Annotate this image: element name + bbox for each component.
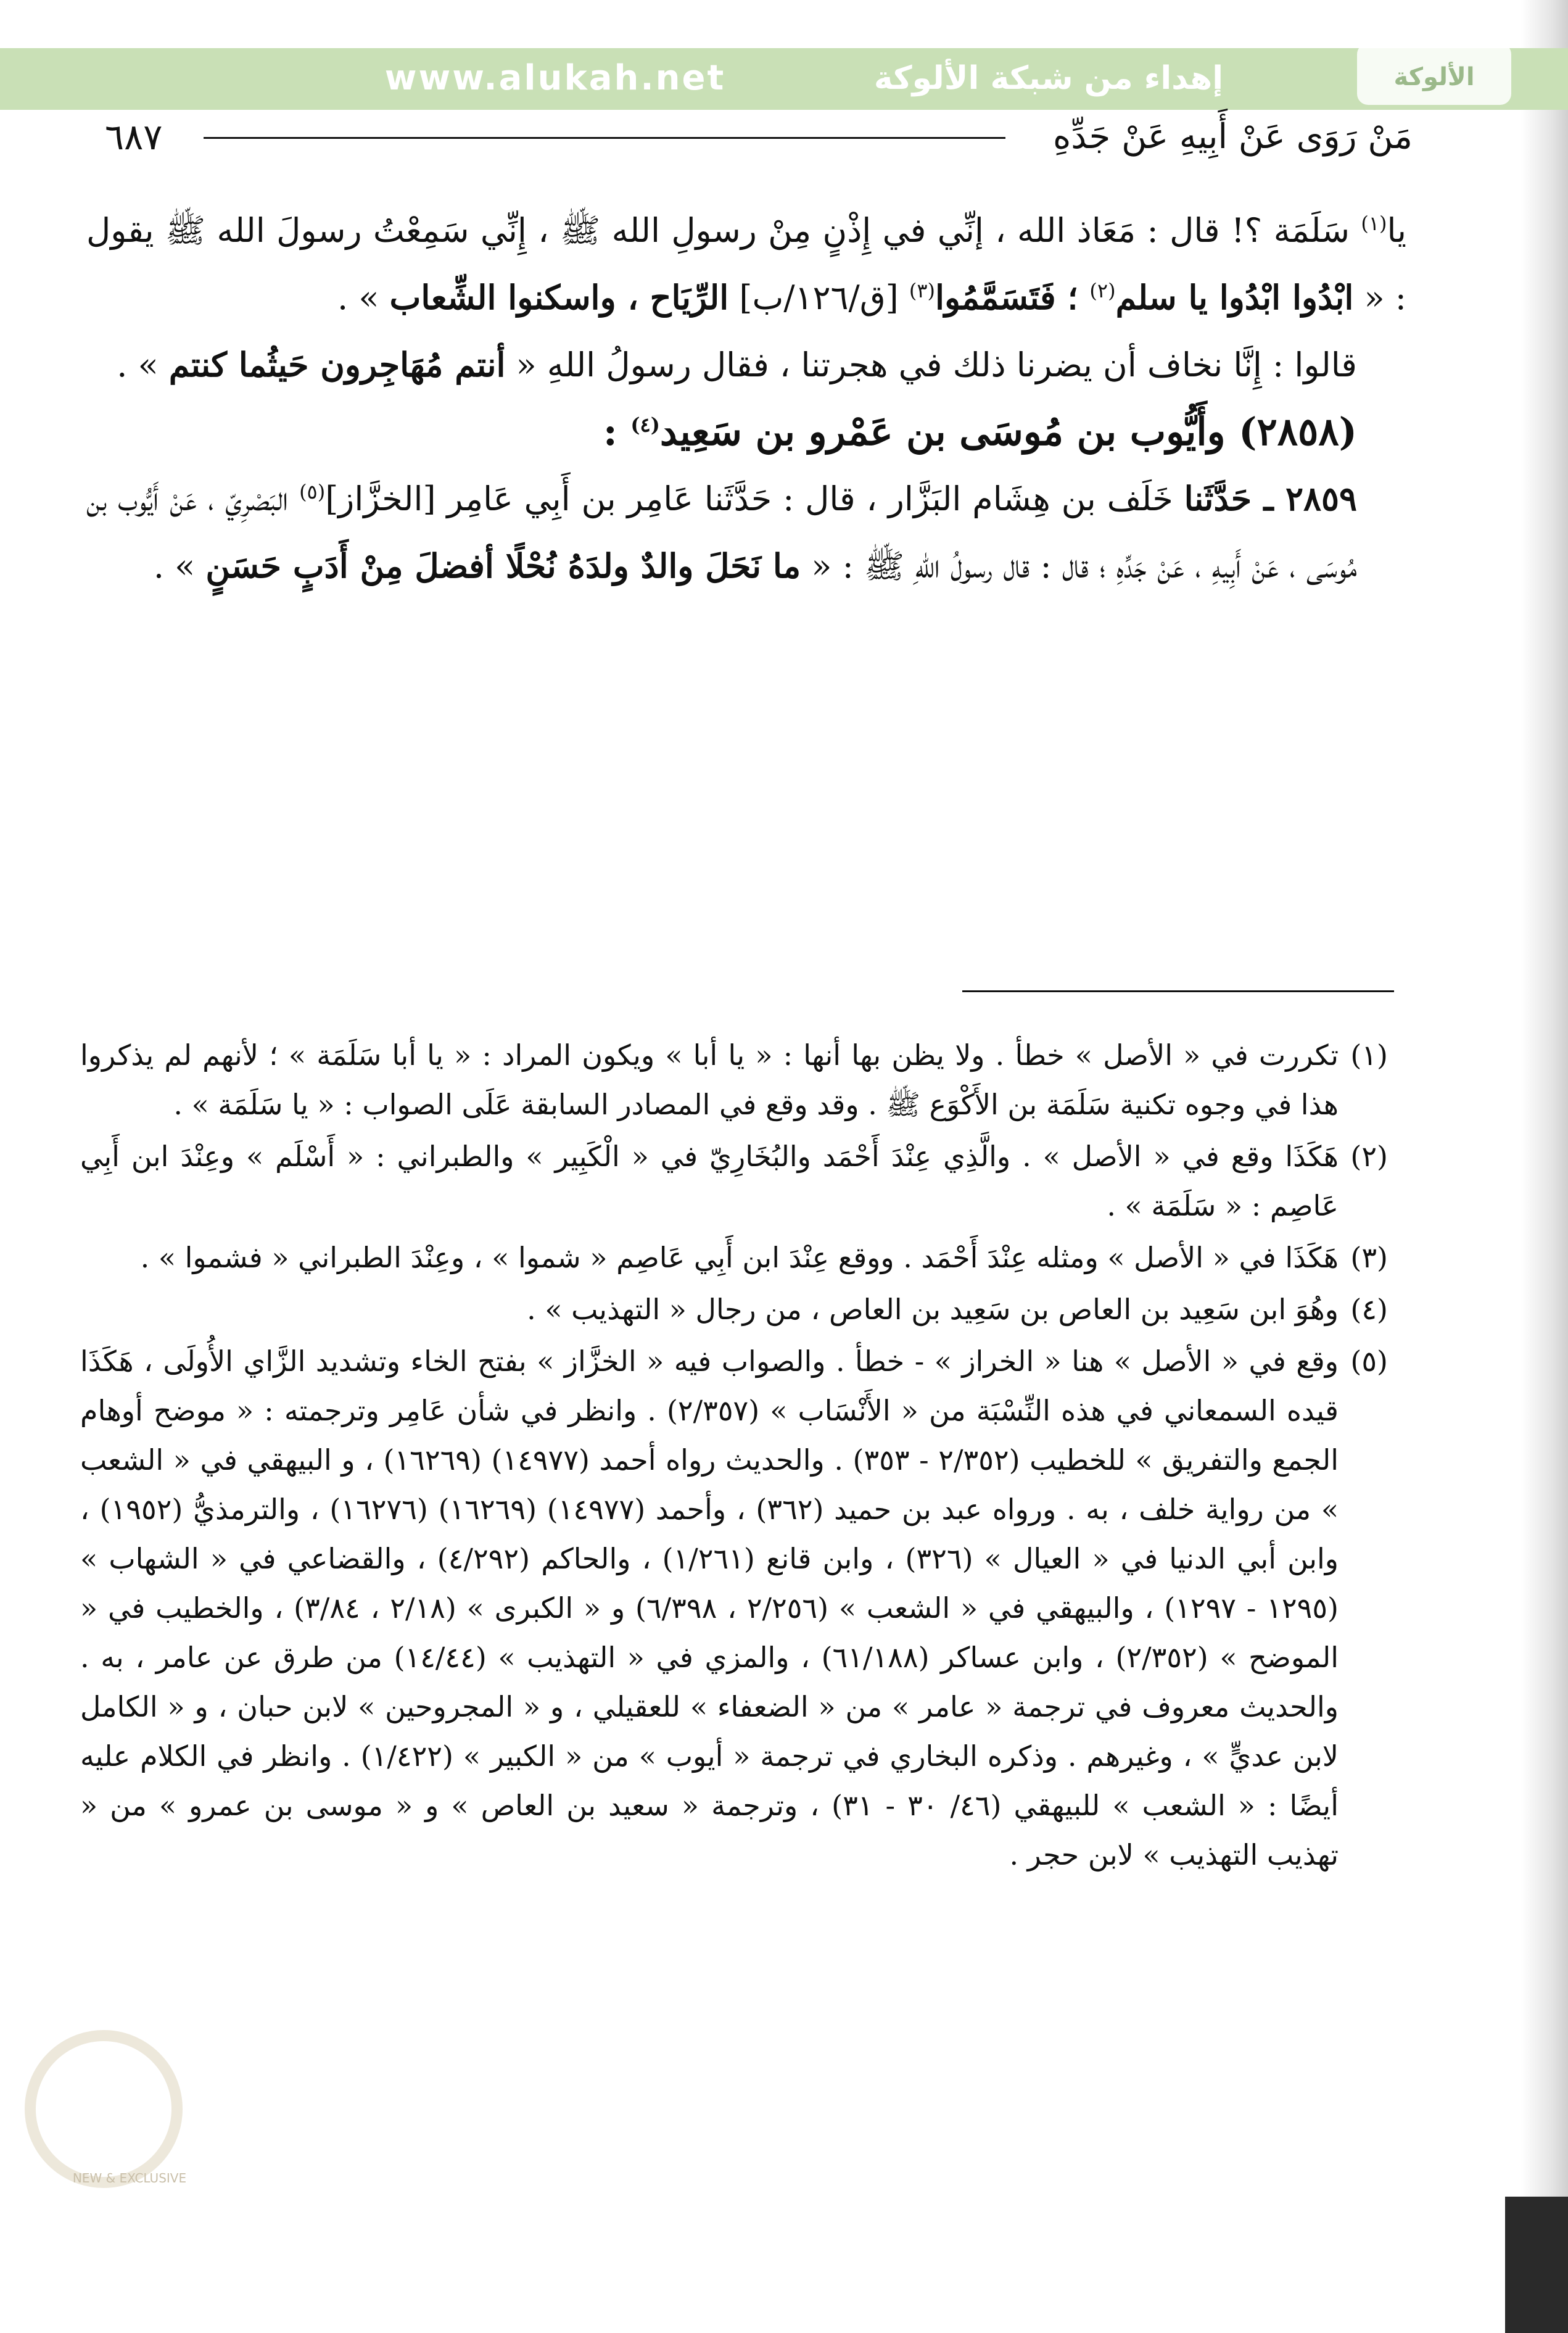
hadith-text: ما نَحَلَ والدٌ ولدَهُ نُحْلًا أفضلَ مِنْ أَدَبٍ حَسَنٍ <box>205 546 801 586</box>
main-text <box>86 197 1406 600</box>
footnote-1 <box>80 1030 1388 1129</box>
footnote-3 <box>80 1233 1388 1282</box>
page-number: ٦٨٧ <box>105 116 163 158</box>
footnote-text: هَكَذَا وقع في « الأصل » . والَّذِي عِنْدَ أَحْمَد والبُخَارِيّ في « الْكَبِير » والطبراني : « أَسْلَم » وعِنْدَ ابن أَبِي عَاصِم : « سَلَمَة » . <box>80 1140 1339 1222</box>
hadith-text: أنتم مُهَاجِرون حَيثُما كنتم <box>168 345 506 384</box>
footnote-number: (٥) <box>1350 1345 1388 1378</box>
paragraph-2: قالوا : إِنَّا نخاف أن يضرنا ذلك في هجرتنا ، فقال رسولُ اللهِ « أنتم مُهَاجِرون حَيثُما كنتم » . <box>117 345 1357 384</box>
footnote-2 <box>80 1132 1388 1230</box>
footnote-number: (٢) <box>1350 1140 1388 1173</box>
hadith-number: ٢٨٥٩ ـ حَدَّثَنا <box>1184 479 1357 518</box>
footnote-text: هَكَذَا في « الأصل » ومثله عِنْدَ أَحْمَد . ووقع عِنْدَ ابن أَبِي عَاصِم « شموا » ، وعِنْدَ الطبراني « فشموا » . <box>140 1241 1339 1274</box>
footnote-text: وهُوَ ابن سَعِيد بن العاص بن سَعِيد بن العاص ، من رجال « التهذيب » . <box>527 1293 1339 1326</box>
footnote-ref-1: (١) <box>1361 212 1387 235</box>
footnote-ref-5: (٥) <box>299 480 326 503</box>
watermark-badge <box>12 2005 234 2203</box>
footnote-4 <box>80 1285 1388 1334</box>
hadith-2859: ٢٨٥٩ ـ حَدَّثَنا خَلَف بن هِشَام البَزَّار ، قال : حَدَّثَنا عَامِر بن أَبِي عَامِر [الخزَّاز]$^{(٥)}$ البَصْرِيّ ، عَنْ أَيُّوب بن مُوسَى ، عَنْ أَبِيهِ ، عَنْ جَدِّهِ ؛ قال : قال رسولُ اللهِ ﷺ : « ما نَحَلَ والدٌ ولدَهُ نُحْلًا أفضلَ مِنْ أَدَبٍ حَسَنٍ » . <box>86 479 1357 586</box>
logo-text: الألوكة <box>1393 63 1475 91</box>
footnote-ref-4: (٤) <box>630 413 660 437</box>
footnote-ref-3: (٣) <box>909 279 936 302</box>
footnote-number: (٣) <box>1350 1241 1388 1274</box>
paragraph-1: يا$^{(١)}$ سَلَمَة ؟! قال : مَعَاذ الله ، إنِّي في إِذْنٍ مِنْ رسولِ الله ﷺ ، إِنِّي سَمِعْتُ رسولَ الله ﷺ يقول : « ابْدُوا ابْدُوا يا سلم$^{(٢)}$ ؛ فَتَسَمَّمُوا$^{(٣)}$ [ق/١٢٦/ب] الرِّيَاح ، واسكنوا الشِّعاب » . <box>86 211 1406 317</box>
banner-text: إهداء من شبكة الألوكة <box>873 60 1224 97</box>
narrator-heading: (٢٨٥٨) وأَيُّوب بن مُوسَى بن عَمْرو بن سَعِيد$^{(٤)}$ : <box>603 409 1357 454</box>
scan-corner-shadow <box>1505 2197 1568 2333</box>
hadith-text: ابْدُوا ابْدُوا يا سلم <box>1115 278 1354 317</box>
badge-caption: NEW & EXCLUSIVE <box>72 2171 187 2186</box>
footnote-text: تكررت في « الأصل » خطأ . ولا يظن بها أنها : « يا أبا » ويكون المراد : « يا أبا سَلَمَة » ؛ لأنهم لم يذكروا هذا في وجوه تكنية سَلَمَة بن الأَكْوَع ﷺ . وقد وقع في المصادر السابقة عَلَى الصواب : « يا سَلَمَة » . <box>80 1038 1339 1121</box>
header-rule <box>204 137 1005 139</box>
banner-url: www.alukah.net <box>384 58 726 98</box>
badge-circle <box>25 2030 183 2188</box>
footnote-5 <box>80 1336 1388 1879</box>
manuscript-ref: [ق/١٢٦/ب] <box>728 278 909 317</box>
alukah-logo <box>1357 43 1511 105</box>
footnote-number: (١) <box>1350 1038 1388 1072</box>
footnote-text: وقع في « الأصل » هنا « الخراز » - خطأ . والصواب فيه « الخزَّاز » بفتح الخاء وتشديد الزَّاي الأُولَى ، هَكَذَا قيده السمعاني في هذه النِّسْبَة من « الأَنْسَاب » (٢/٣٥٧) . وانظر في شأن عَامِر وترجمته : « موضح أوهام الجمع والتفريق » للخطيب (٢/٣٥٢ - ٣٥٣) . والحديث رواه أحمد (١٤٩٧٧) (١٦٢٦٩) ، و البيهقي في « الشعب » من رواية خلف ، به . ورواه عبد بن حميد (٣٦٢) ، وأحمد (١٤٩٧٧) (١٦٢٦٩) (١٦٢٧٦) ، والترمذيُّ (١٩٥٢) ، وابن أبي الدنيا في « العيال » (٣٢٦) ، وابن قانع (١/٢٦١) ، والحاكم (٤/٢٩٢) ، والقضاعي في « الشهاب » (١٢٩٥ - ١٢٩٧) ، والبيهقي في « الشعب » (٢/٢٥٦ ، ٦/٣٩٨) و « الكبرى » (٢/١٨ ، ٣/٨٤) ، والخطيب في « الموضح » (٢/٣٥٢) ، وابن عساكر (٦١/١٨٨) ، والمزي في « التهذيب » (١٤/٤٤) من طرق عن عامر ، به . والحديث معروف في ترجمة « عامر » من « الضعفاء » للعقيلي ، و « المجروحين » لابن حبان ، و « الكامل لابن عديٍّ » ، وغيرهم . وذكره البخاري في ترجمة « أيوب » من « الكبير » (١/٤٢٢) . وانظر في الكلام عليه أيضًا : « الشعب » للبيهقي (٤٦/ ٣٠ - ٣١) ، وترجمة « سعيد بن العاص » و « موسى بن عمرو » من « تهذيب التهذيب » لابن حجر . <box>80 1345 1339 1871</box>
watermark-banner <box>0 48 1568 110</box>
running-title: مَنْ رَوَى عَنْ أَبِيهِ عَنْ جَدِّهِ <box>1052 117 1413 157</box>
footnote-separator <box>962 990 1394 992</box>
footnote-number: (٤) <box>1350 1293 1388 1326</box>
footnote-ref-2: (٢) <box>1089 279 1116 302</box>
footnotes <box>80 1030 1388 1882</box>
